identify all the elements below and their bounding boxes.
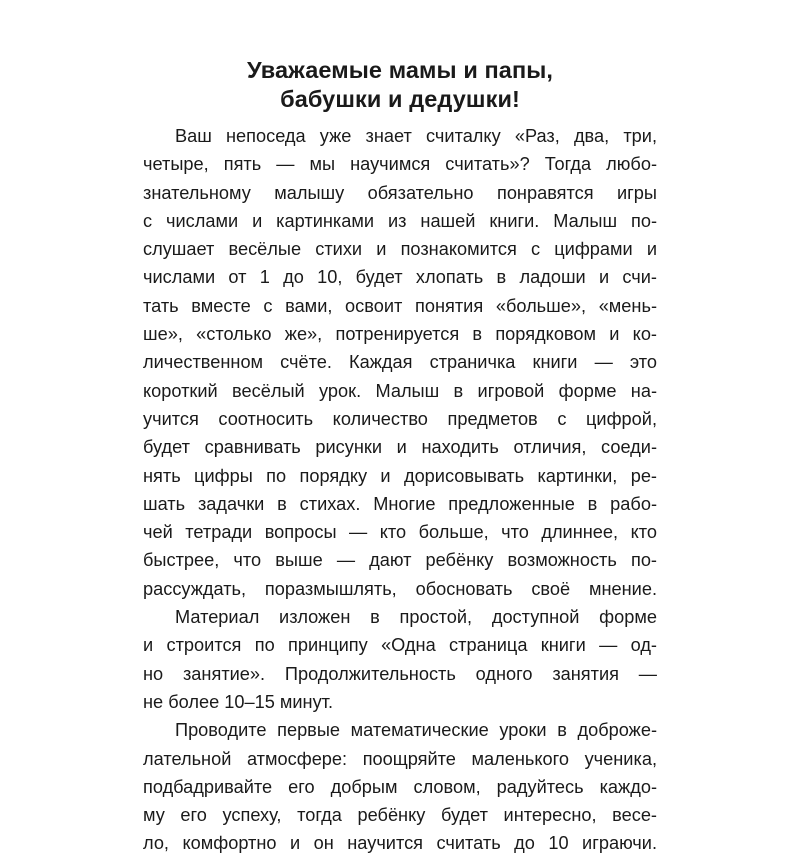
text-line: подбадривайте его добрым словом, радуйтесь каждо- [143, 776, 657, 797]
text-line: Проводите первые математические уроки в доброже- [175, 720, 657, 741]
text-line: лательной атмосфере: поощряйте маленького ученика, [143, 748, 657, 769]
text-line: рассуждать, поразмышлять, обосновать своё мнение. [143, 578, 657, 599]
text-line: шать задачки в стихах. Многие предложенные в рабо- [143, 493, 657, 514]
text-line: слушает весёлые стихи и познакомится с цифрами и [143, 239, 657, 260]
paragraph-3 [143, 716, 657, 857]
title-line: Уважаемые мамы и папы, [246, 57, 554, 83]
text-line: учится соотносить количество предметов с цифрой, [143, 408, 657, 429]
text-line: четыре, пять — мы научимся считать»? Тогда любо- [143, 154, 657, 175]
text-line: му его успеху, тогда ребёнку будет интересно, весе- [143, 805, 657, 826]
text-line: Ваш непоседа уже знает считалку «Раз, два, три, [175, 126, 657, 146]
body-text [143, 122, 657, 858]
text-line: тать вместе с вами, освоит понятия «больше», «мень- [143, 295, 657, 316]
document-page [143, 56, 657, 858]
text-line: Материал изложен в простой, доступной форме [175, 607, 657, 628]
text-line: не более 10–15 минут. [143, 691, 334, 712]
text-line: и строится по принципу «Одна страница книги — од- [143, 635, 657, 656]
text-line: ло, комфортно и он научится считать до 10 играючи. [143, 833, 657, 854]
text-line: но занятие». Продолжительность одного занятия — [143, 663, 657, 684]
text-line: нять цифры по порядку и дорисовывать картинки, ре- [143, 465, 657, 486]
text-line: числами от 1 до 10, будет хлопать в ладоши и счи- [143, 267, 657, 288]
text-line: чей тетради вопросы — кто больше, что длиннее, кто [143, 522, 657, 543]
title-line: бабушки и дедушки! [280, 86, 520, 112]
text-line: ше», «столько же», потренируется в порядковом и ко- [143, 324, 657, 345]
page-title [143, 56, 657, 114]
text-line: будет сравнивать рисунки и находить отличия, соеди- [143, 437, 657, 458]
paragraph-1 [143, 122, 657, 603]
paragraph-2 [143, 603, 657, 716]
text-line: короткий весёлый урок. Малыш в игровой форме на- [143, 380, 657, 401]
text-line: быстрее, что выше — дают ребёнку возможность по- [143, 550, 657, 571]
text-line: с числами и картинками из нашей книги. Малыш по- [143, 210, 657, 231]
text-line: личественном счёте. Каждая страничка книги — это [143, 352, 657, 373]
text-line: знательному малышу обязательно понравятся игры [143, 182, 657, 203]
